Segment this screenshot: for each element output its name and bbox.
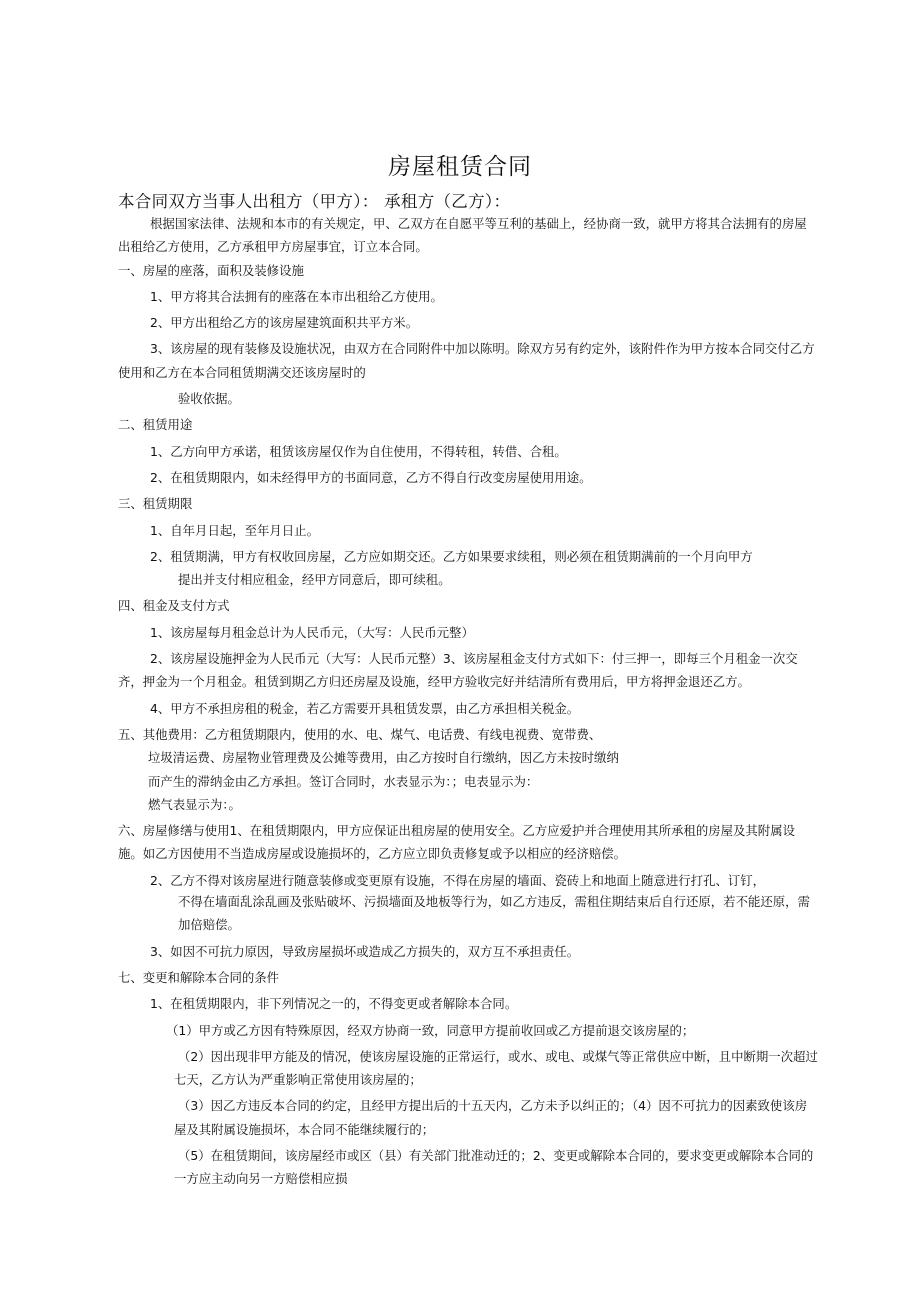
clause: 1、乙方向甲方承诺，租赁该房屋仅作为自住使用，不得转租，转借、合租。 — [150, 443, 567, 459]
clause: 3、该房屋的现有装修及设施状况，由双方在合同附件中加以陈明。除双方另有约定外，该附件作为甲方按本合同交付乙方使用和乙方在本合同租赁期满交还该房屋时的 — [118, 341, 815, 380]
sub-clause: （2）因出现非甲方能及的情况，使该房屋设施的正常运行，或水、或电、或煤气等正常供应中断，且中断期一次超过七天，乙方认为严重影响正常使用该房屋的； — [174, 1048, 818, 1088]
sub-clause: （1）甲方或乙方因有特殊原因，经双方协商一致，同意甲方提前收回或乙方提前退交该房屋的； — [166, 1022, 695, 1038]
section-heading: 六、房屋修缮与使用1、在租赁期限内，甲方应保证出租房屋的使用安全。乙方应爱护并合理使用其所承租的房屋及其附属设施。如乙方因使用不当造成房屋或设施损坏的，乙方应立即负责修复或予以相应的经济赔偿。 — [118, 823, 795, 862]
clause: 1、该房屋每月租金总计为人民币元，（大写：人民币元整） — [150, 624, 474, 640]
section-heading: 三、租赁期限 — [118, 496, 193, 512]
clause: 1、甲方将其合法拥有的座落在本市出租给乙方使用。 — [150, 288, 443, 304]
clause-continuation: 不得在墙面乱涂乱画及张贴破坏、污损墙面及地板等行为，如乙方违反，需租住期结束后自行还原，若不能还原，需加倍赔偿。 — [178, 894, 810, 933]
document-title: 房屋租赁合同 — [388, 154, 532, 180]
clause-continuation: 垃圾清运费、房屋物业管理费及公摊等费用，由乙方按时自行缴纳，因乙方未按时缴纳 — [148, 750, 619, 766]
section-heading: 五、其他费用：乙方租赁期限内，使用的水、电、煤气、电话费、有线电视费、宽带费、 — [118, 726, 602, 742]
contract-body — [118, 212, 818, 1191]
clause-continuation: 燃气表显示为：。 — [148, 796, 241, 812]
clause: 4、甲方不承担房租的税金，若乙方需要开具租赁发票，由乙方承担相关税金。 — [150, 700, 580, 716]
sub-clause: （3）因乙方违反本合同的约定，且经甲方提出后的十五天内，乙方未予以纠正的；（4）因不可抗力的因素致使该房屋及其附属设施损坏，本合同不能继续履行的； — [174, 1098, 808, 1137]
sub-clause: （5）在租赁期间，该房屋经市或区（县）有关部门批准动迁的；2、变更或解除本合同的，要求变更或解除本合同的一方应主动向另一方赔偿相应损 — [174, 1147, 814, 1187]
section-heading: 二、租赁用途 — [118, 417, 193, 433]
clause: 3、如因不可抗力原因，导致房屋损坏或造成乙方损失的，双方互不承担责任。 — [150, 943, 580, 959]
clause: 2、乙方不得对该房屋进行随意装修或变更原有设施，不得在房屋的墙面、瓷砖上和地面上随意进行打孔、订钉， — [150, 872, 766, 888]
clause: 2、在租赁期限内，如未经得甲方的书面同意，乙方不得自行改变房屋使用用途。 — [150, 469, 592, 485]
parties-line: 本合同双方当事人出租方（甲方）： 承租方（乙方）： — [118, 192, 511, 211]
clause-continuation: 而产生的滞纳金由乙方承担。签订合同时，水表显示为：；电表显示为： — [148, 773, 539, 789]
intro-paragraph: 根据国家法律、法规和本市的有关规定，甲、乙双方在自愿平等互利的基础上，经协商一致，就甲方将其合法拥有的房屋出租给乙方使用，乙方承租甲方房屋事宜，订立本合同。 — [118, 216, 807, 255]
clause-continuation: 提出并支付相应租金，经甲方同意后，即可续租。 — [178, 572, 451, 588]
section-heading: 一、房屋的座落，面积及装修设施 — [118, 262, 304, 278]
clause: 1、在租赁期限内，非下列情况之一的，不得变更或者解除本合同。 — [150, 996, 518, 1012]
clause: 2、甲方出租给乙方的该房屋建筑面积共平方米。 — [150, 315, 419, 331]
section-heading: 四、租金及支付方式 — [118, 598, 230, 614]
clause-continuation: 验收依据。 — [178, 391, 240, 407]
clause: 2、租赁期满，甲方有权收回房屋，乙方应如期交还。乙方如果要求续租，则必须在租赁期满前的一个月向甲方 — [150, 548, 753, 564]
clause: 2、该房屋设施押金为人民币元（大写：人民币元整）3、该房屋租金支付方式如下：付三押一，即每三个月租金一次交齐，押金为一个月租金。租赁到期乙方归还房屋及设施，经甲方验收完好并结清所有费用后，甲方将押金退还乙方。 — [118, 651, 798, 690]
section-heading: 七、变更和解除本合同的条件 — [118, 969, 280, 985]
clause: 1、自年月日起，至年月日止。 — [150, 522, 319, 538]
